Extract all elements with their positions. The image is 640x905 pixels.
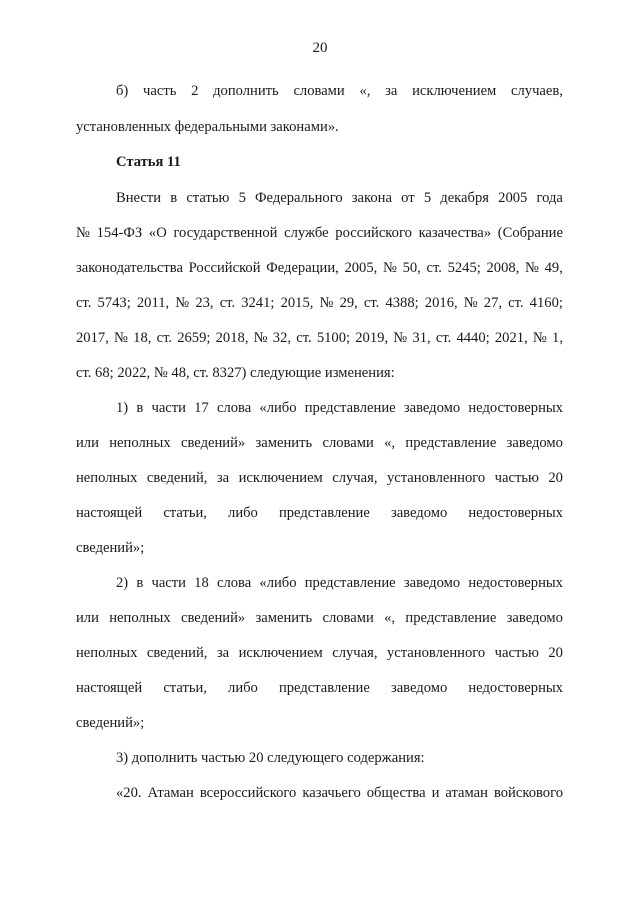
word: представление (278, 505, 370, 521)
word: «, (384, 435, 396, 451)
word: исключением (238, 645, 323, 661)
word: 1, (552, 330, 563, 346)
word: 2 (191, 83, 199, 99)
word: «20. (116, 785, 142, 801)
word: 5245; (447, 260, 481, 276)
word: № (382, 260, 397, 276)
word: 3241; (241, 295, 275, 311)
word: Атаман (147, 785, 194, 801)
word: недостоверных (468, 505, 563, 521)
word: 2019, (355, 330, 389, 346)
word: 4388; (385, 295, 419, 311)
word: заведомо (390, 680, 448, 696)
word: в (136, 575, 144, 591)
item-2-line-5 (76, 713, 563, 733)
word: словами (293, 83, 345, 99)
word: № (175, 295, 190, 311)
word: либо (228, 505, 258, 521)
word: частью (494, 645, 539, 661)
word: заведомо (403, 400, 461, 416)
word: № (253, 330, 268, 346)
word: общества (366, 785, 426, 801)
word: Федерации, (266, 260, 339, 276)
word: установленных федеральными законами». (76, 119, 339, 135)
item-1-line-3 (76, 468, 563, 488)
word: № (114, 330, 128, 346)
word: заведомо (390, 505, 448, 521)
word: «, (359, 83, 371, 99)
word: 32, (272, 330, 292, 346)
word: заведомо (506, 610, 563, 626)
word: представление (304, 575, 396, 591)
word: представление (304, 400, 396, 416)
word: 3) дополнить частью 20 следующего содержания: (116, 750, 425, 766)
word: 2008, (486, 260, 520, 276)
word: в (170, 190, 178, 206)
word: всероссийского (199, 785, 297, 801)
word: слова (216, 575, 252, 591)
word: б) (116, 83, 129, 99)
word: 49, (544, 260, 563, 276)
word: словами (322, 435, 374, 451)
item-2-line-3 (76, 643, 563, 663)
word: за (385, 83, 398, 99)
word: «О (148, 225, 167, 241)
word: атаман (445, 785, 488, 801)
item-2-line-2 (76, 608, 563, 628)
word: недостоверных (468, 575, 563, 591)
word: либо (228, 680, 258, 696)
word: Российской (188, 260, 261, 276)
word: дополнить (213, 83, 279, 99)
item-3-line-1 (116, 748, 563, 768)
word: заменить (255, 435, 313, 451)
intro-line-5 (76, 328, 563, 348)
word: № (393, 330, 408, 346)
word: неполных (76, 470, 138, 486)
word: и (431, 785, 440, 801)
word: «либо (259, 400, 297, 416)
word: исключением (412, 83, 497, 99)
word: представление (405, 610, 497, 626)
item-1-line-4 (76, 503, 563, 523)
item-2-line-4 (76, 678, 563, 698)
word: недостоверных (468, 400, 563, 416)
word: 31, (412, 330, 431, 346)
word: Федерального (255, 190, 343, 206)
word: недостоверных (468, 680, 563, 696)
word: 2005, (344, 260, 378, 276)
word: ст. 68; 2022, № 48, ст. 8327) следующие изменения: (76, 365, 395, 381)
word: казачьего (302, 785, 361, 801)
word: № (76, 225, 90, 241)
word: в (136, 400, 144, 416)
word: или (76, 435, 99, 451)
word: 20 (548, 645, 563, 661)
word: установленного (386, 470, 486, 486)
word: 18 (194, 575, 209, 591)
word: части (151, 575, 186, 591)
word: части (151, 400, 186, 416)
word: неполных (76, 645, 138, 661)
word: сведений»; (76, 540, 145, 556)
word: случаев, (511, 83, 563, 99)
word: 2021, (494, 330, 528, 346)
word: статью (186, 190, 230, 206)
item-1-line-1 (116, 398, 563, 418)
word: представление (278, 680, 370, 696)
intro-line-6 (76, 363, 563, 383)
word: казачества» (418, 225, 492, 241)
word: 23, (195, 295, 214, 311)
word: законодательства (76, 260, 183, 276)
word: настоящей (76, 680, 143, 696)
intro-line-3 (76, 258, 563, 278)
word: 154-ФЗ (96, 225, 143, 241)
word: сведений, (146, 470, 208, 486)
word: (Собрание (497, 225, 563, 241)
article-heading (116, 152, 563, 172)
word: сведений» (181, 435, 246, 451)
paragraph-b-line-1 (116, 81, 563, 101)
word: неполных (109, 435, 171, 451)
word: № (525, 260, 539, 276)
page-number: 20 (312, 40, 328, 56)
word: 5743; (97, 295, 131, 311)
word: ст. (426, 260, 442, 276)
word: декабря (440, 190, 489, 206)
word: 2015, (280, 295, 314, 311)
word: «либо (259, 575, 297, 591)
word: установленного (386, 645, 486, 661)
word: закона (351, 190, 392, 206)
word: за (216, 645, 230, 661)
word: от (401, 190, 415, 206)
word: государственной (173, 225, 278, 241)
word: года (536, 190, 563, 206)
word: ст. (435, 330, 452, 346)
word: словами (322, 610, 374, 626)
word: 2017, (76, 330, 109, 346)
item-2-line-1 (116, 573, 563, 593)
word: исключением (238, 470, 323, 486)
word: ст. (296, 330, 312, 346)
word: «, (384, 610, 396, 626)
word: № (319, 295, 334, 311)
word: статьи, (163, 505, 207, 521)
word: 2011, (136, 295, 170, 311)
word: службе (284, 225, 329, 241)
word: представление (405, 435, 497, 451)
word: 5 (423, 190, 432, 206)
item-1-line-5 (76, 538, 563, 558)
word: 2005 (498, 190, 528, 206)
word: ст. (156, 330, 172, 346)
word: сведений»; (76, 715, 145, 731)
word: 27, (483, 295, 503, 311)
word: 5100; (316, 330, 351, 346)
word: 18, (133, 330, 152, 346)
word: 2) (116, 575, 129, 591)
word: 17 (194, 400, 209, 416)
intro-line-4 (76, 293, 563, 313)
word: или (76, 610, 99, 626)
word: Статья 11 (116, 154, 181, 170)
word: заведомо (403, 575, 461, 591)
paragraph-b-line-2 (76, 117, 563, 137)
word: 2018, (215, 330, 249, 346)
word: 2016, (424, 295, 458, 311)
word: ст. (508, 295, 524, 311)
quote-line-1 (116, 783, 563, 803)
word: статьи, (163, 680, 207, 696)
intro-line-2 (76, 223, 563, 243)
word: слова (216, 400, 252, 416)
word: российского (335, 225, 412, 241)
word: сведений» (181, 610, 246, 626)
word: ст. (76, 295, 92, 311)
word: заменить (255, 610, 313, 626)
word: настоящей (76, 505, 143, 521)
word: неполных (109, 610, 171, 626)
word: войскового (493, 785, 563, 801)
word: № (532, 330, 547, 346)
word: ст. (219, 295, 236, 311)
item-1-line-2 (76, 433, 563, 453)
word: 2659; (177, 330, 211, 346)
word: Внести (116, 190, 162, 206)
word: частью (494, 470, 539, 486)
word: 5 (238, 190, 246, 206)
word: случая, (332, 645, 378, 661)
word: 50, (402, 260, 421, 276)
word: случая, (332, 470, 378, 486)
word: 4440; (456, 330, 490, 346)
word: 20 (548, 470, 563, 486)
word: 4160; (529, 295, 563, 311)
word: за (216, 470, 230, 486)
word: 29, (339, 295, 358, 311)
word: № (463, 295, 478, 311)
word: сведений, (146, 645, 208, 661)
word: 1) (116, 400, 129, 416)
word: ст. (363, 295, 380, 311)
word: заведомо (506, 435, 563, 451)
intro-line-1 (116, 188, 563, 208)
word: часть (143, 83, 177, 99)
